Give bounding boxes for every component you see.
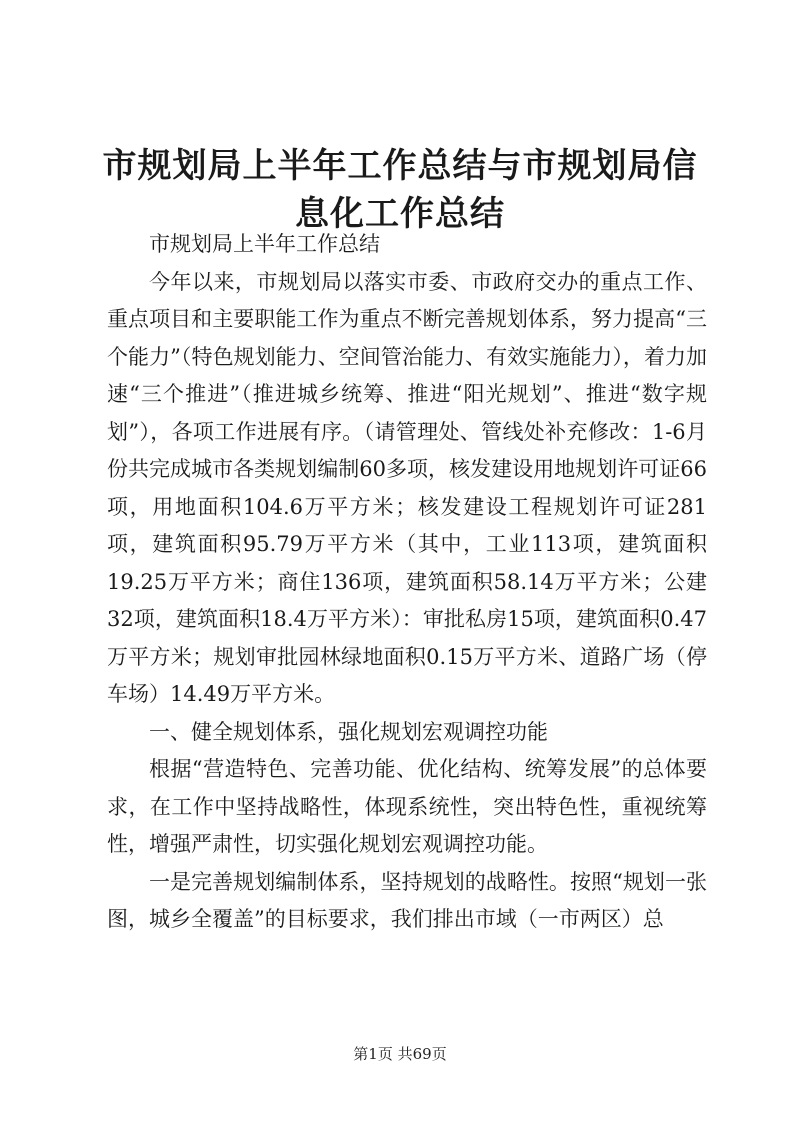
section-heading: 一、健全规划体系，强化规划宏观调控功能 bbox=[149, 719, 548, 744]
document-title: 市规划局上半年工作总结与市规划局信息化工作总结 bbox=[102, 146, 698, 234]
body-paragraph: 今年以来，市规划局以落实市委、市政府交办的重点工作、重点项目和主要职能工作为重点不断完善规划体系，努力提高“三个能力”（特色规划能力、空间管治能力、有效实施能力），着力加速“三个推进”（推进城乡统筹、推进“阳光规划”、推进“数字规划”），各项工作进展有序。（请管理处、管线处补充修改：1-6月份共完成城市各类规划编制60多项，核发建设用地规划许可证66项，用地面积104.6万平方米；核发建设工程规划许可证281项，建筑面积95.79万平方米（其中，工业113项，建筑面积19.25万平方米；商住136项，建筑面积58.14万平方米；公建32项，建筑面积18.4万平方米）：审批私房15项，建筑面积0.47万平方米；规划审批园林绿地面积0.15万平方米、道路广场（停车场）14.49万平方米。 bbox=[107, 269, 707, 706]
body-paragraph: 一是完善规划编制体系，坚持规划的战略性。按照“规划一张图，城乡全覆盖”的目标要求，我们排出市域（一市两区）总 bbox=[107, 869, 707, 931]
body-paragraph: 根据“营造特色、完善功能、优化结构、统筹发展”的总体要求，在工作中坚持战略性，体现系统性，突出特色性，重视统筹性，增强严肃性，切实强化规划宏观调控功能。 bbox=[107, 757, 707, 856]
section-heading: 市规划局上半年工作总结 bbox=[149, 232, 380, 256]
page-number-footer: 第1页 共69页 bbox=[353, 1045, 447, 1063]
document-body bbox=[107, 226, 707, 939]
